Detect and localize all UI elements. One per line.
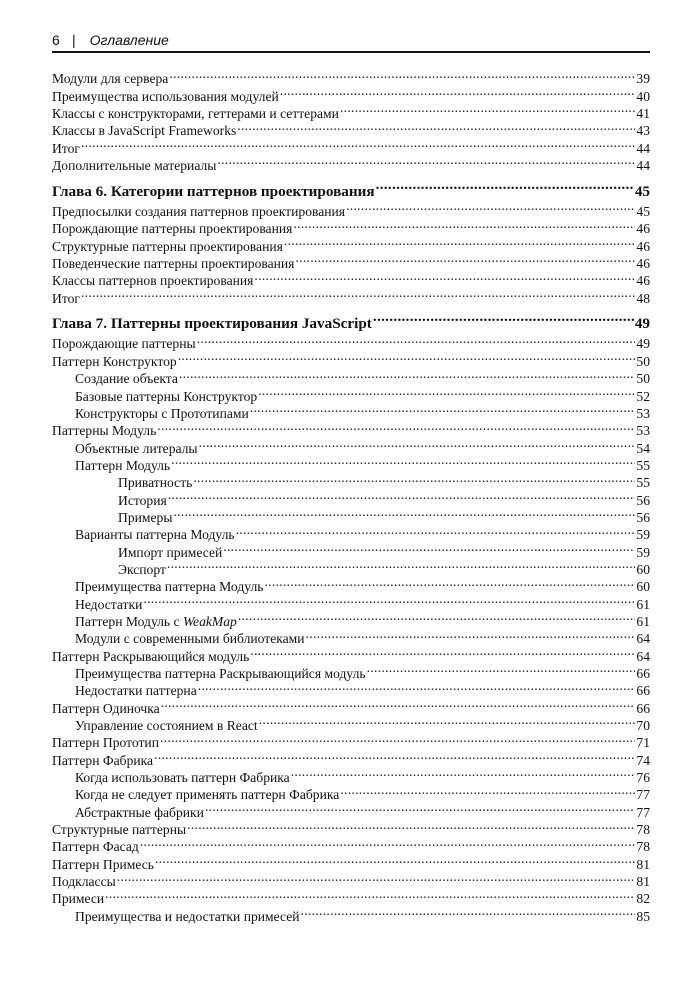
toc-entry-page-number: 45 bbox=[636, 203, 650, 219]
toc-entry-title bbox=[52, 220, 292, 237]
toc-entry-title-text: Паттерн Примесь bbox=[52, 856, 154, 872]
dot-leader bbox=[250, 401, 636, 418]
dot-leader bbox=[161, 695, 636, 712]
toc-entry-page-number: 45 bbox=[634, 182, 650, 200]
toc-entry-title bbox=[52, 353, 177, 370]
toc-entry-page-number: 64 bbox=[636, 648, 650, 664]
toc-entry-title-text: Паттерн Прототип bbox=[52, 735, 159, 751]
toc-entry-page-number: 39 bbox=[636, 71, 650, 87]
dot-leader bbox=[178, 348, 636, 365]
toc-entry-page-number: 49 bbox=[634, 315, 650, 333]
toc-entry-title-text: Паттерн Модуль bbox=[75, 457, 171, 473]
dot-leader bbox=[295, 251, 635, 268]
toc-entry-title-text: Когда использовать паттерн Фабрика bbox=[75, 770, 290, 786]
toc-entry-title-text: Преимущества и недостатки примесей bbox=[75, 908, 300, 924]
toc-entry[interactable] bbox=[52, 153, 650, 174]
toc-entry-page-number: 81 bbox=[636, 856, 650, 872]
dot-leader bbox=[237, 118, 635, 135]
toc-entry-page-number: 56 bbox=[636, 492, 650, 508]
toc-entry-page-number: 82 bbox=[636, 891, 650, 907]
toc-entry-page-number: 50 bbox=[636, 353, 650, 369]
toc-entry-title-text: Глава 6. Категории паттернов проектирования bbox=[52, 182, 375, 200]
toc-entry-title-text: Приватность bbox=[118, 475, 193, 491]
toc-entry-page-number: 53 bbox=[636, 423, 650, 439]
toc-entry-page-number: 56 bbox=[636, 509, 650, 525]
dot-leader bbox=[236, 522, 636, 539]
toc-entry-page-number: 43 bbox=[636, 123, 650, 139]
dot-leader bbox=[373, 311, 634, 328]
toc-entry-page-number: 61 bbox=[636, 613, 650, 629]
toc-entry-page-number: 59 bbox=[636, 527, 650, 543]
toc-entry-title-text: Итог bbox=[52, 290, 80, 306]
toc-entry-page-number: 78 bbox=[636, 822, 650, 838]
toc-entry-title bbox=[75, 769, 290, 786]
dot-leader bbox=[346, 199, 635, 216]
toc-entry-title-text: Недостатки паттерна bbox=[75, 683, 197, 699]
dot-leader bbox=[205, 799, 635, 816]
toc-entry-title-text: Варианты паттерна Модуль bbox=[75, 527, 235, 543]
toc-entry-title bbox=[118, 492, 167, 509]
dot-leader bbox=[155, 851, 635, 868]
dot-leader bbox=[376, 179, 634, 196]
toc-entry-title bbox=[118, 509, 172, 526]
dot-leader bbox=[117, 869, 636, 886]
toc-entry-title-text: Классы с конструкторами, геттерами и сеттерами bbox=[52, 106, 339, 122]
dot-leader bbox=[284, 233, 636, 250]
toc-entry-title bbox=[75, 596, 142, 613]
toc-entry-page-number: 55 bbox=[636, 457, 650, 473]
toc-entry-title-text: Паттерн Раскрывающийся модуль bbox=[52, 648, 250, 664]
dot-leader bbox=[280, 83, 636, 100]
toc-entry-title-text: Порождающие паттерны bbox=[52, 336, 196, 352]
dot-leader bbox=[367, 661, 636, 678]
toc-entry[interactable] bbox=[52, 834, 650, 855]
toc-entry-page-number: 55 bbox=[636, 475, 650, 491]
dot-leader bbox=[105, 886, 635, 903]
toc-entry-title bbox=[52, 70, 168, 87]
dot-leader bbox=[81, 285, 635, 302]
toc-entry-page-number: 52 bbox=[636, 388, 650, 404]
toc-entry-title bbox=[52, 890, 104, 907]
toc-entry-title-text: Порождающие паттерны проектирования bbox=[52, 221, 293, 237]
toc-entry-title bbox=[52, 752, 153, 769]
toc-entry[interactable] bbox=[52, 886, 650, 907]
toc-entry-page-number: 48 bbox=[636, 290, 650, 306]
dot-leader bbox=[264, 574, 635, 591]
toc-entry-page-number: 60 bbox=[636, 561, 650, 577]
dot-leader bbox=[168, 487, 636, 504]
toc-entry-page-number: 46 bbox=[636, 273, 650, 289]
dot-leader bbox=[259, 713, 636, 730]
toc-entry-title-text: Создание объекта bbox=[75, 371, 178, 387]
toc-entry-title bbox=[52, 157, 216, 174]
toc-entry-title bbox=[52, 335, 196, 352]
toc-entry-title bbox=[75, 370, 178, 387]
toc-entry-title-text: Подклассы bbox=[52, 874, 116, 890]
toc-entry-page-number: 70 bbox=[636, 718, 650, 734]
toc-entry-page-number: 66 bbox=[636, 666, 650, 681]
toc-entry-title-text: Когда не следует применять паттерн Фабрика bbox=[75, 787, 340, 803]
toc-entry-title bbox=[118, 561, 166, 578]
toc-entry-page-number: 77 bbox=[636, 787, 650, 803]
toc-entry-page-number: 53 bbox=[636, 405, 650, 421]
dot-leader bbox=[301, 903, 636, 920]
toc-entry-page-number: 81 bbox=[636, 874, 650, 890]
toc-entry-page-number: 66 bbox=[636, 700, 650, 716]
running-header bbox=[52, 31, 650, 53]
dot-leader bbox=[154, 747, 635, 764]
toc-entry-page-number: 74 bbox=[636, 752, 650, 768]
dot-leader bbox=[223, 539, 635, 556]
toc-entry-page-number: 44 bbox=[636, 158, 650, 174]
dot-leader bbox=[160, 730, 635, 747]
toc-entry-title bbox=[52, 290, 80, 307]
header-separator: | bbox=[72, 32, 76, 48]
toc-entry[interactable] bbox=[52, 869, 650, 890]
toc-entry[interactable] bbox=[52, 903, 650, 924]
toc-entry-title-text: Недостатки bbox=[75, 596, 143, 612]
toc-entry-title-text: Примеси bbox=[52, 891, 105, 907]
toc-entry-title-text: Абстрактные фабрики bbox=[75, 804, 204, 820]
dot-leader bbox=[167, 557, 636, 574]
dot-leader bbox=[197, 331, 636, 348]
toc-entry-page-number: 78 bbox=[636, 839, 650, 855]
toc-entry-page-number: 50 bbox=[636, 371, 650, 387]
toc-entry-page-number: 66 bbox=[636, 683, 650, 699]
toc-entry-title-text: Управление состоянием в React bbox=[75, 718, 258, 734]
toc-entry-title-text: Преимущества паттерна Раскрывающийся модуль bbox=[75, 666, 366, 681]
dot-leader bbox=[171, 453, 635, 470]
toc-entry-title-text: Паттерн Модуль с bbox=[75, 613, 183, 629]
toc-entry[interactable] bbox=[52, 851, 650, 872]
dot-leader bbox=[340, 782, 635, 799]
toc-entry-title-text: Предпосылки создания паттернов проектирования bbox=[52, 203, 346, 219]
toc-entry-title-text: Экспорт bbox=[118, 561, 166, 577]
dot-leader bbox=[250, 643, 635, 660]
dot-leader bbox=[193, 470, 635, 487]
toc-entry-title bbox=[75, 908, 300, 925]
toc-entry-title bbox=[52, 422, 156, 439]
toc-entry-title bbox=[75, 804, 204, 821]
dot-leader bbox=[340, 101, 635, 118]
toc-entry-title-text: История bbox=[118, 492, 167, 508]
toc-entry-title-italic: WeakMap bbox=[182, 613, 237, 629]
toc-entry-page-number: 60 bbox=[636, 579, 650, 595]
toc-entry-page-number: 76 bbox=[636, 770, 650, 786]
toc-entry-title-text: Модули для сервера bbox=[52, 71, 169, 87]
dot-leader bbox=[293, 216, 635, 233]
dot-leader bbox=[157, 418, 635, 435]
toc-entry-title-text: Конструкторы с Прототипами bbox=[75, 405, 249, 421]
toc-entry-title bbox=[52, 88, 279, 105]
toc-entry-page-number: 49 bbox=[636, 336, 650, 352]
dot-leader bbox=[179, 366, 635, 383]
dot-leader bbox=[169, 66, 635, 83]
toc-entry[interactable] bbox=[52, 285, 650, 306]
toc-entry-title bbox=[52, 182, 375, 202]
toc-entry[interactable] bbox=[52, 66, 650, 87]
toc-entry-page-number: 40 bbox=[636, 88, 650, 104]
toc-entry-title-text: Поведенческие паттерны проектирования bbox=[52, 255, 295, 271]
toc-entry-title-text: Паттерн Фабрика bbox=[52, 752, 154, 768]
toc-entry-page-number: 71 bbox=[636, 735, 650, 751]
toc-entry-title-text: Классы в JavaScript Frameworks bbox=[52, 123, 237, 139]
dot-leader bbox=[140, 834, 636, 851]
toc-entry-title-text: Объектные литералы bbox=[75, 440, 198, 456]
header-title: Оглавление bbox=[89, 32, 169, 48]
toc-entry-title-text: Паттерн Фасад bbox=[52, 839, 139, 855]
toc-entry-title bbox=[52, 734, 159, 751]
toc-entry-title-text: Итог bbox=[52, 140, 80, 156]
dot-leader bbox=[173, 505, 635, 522]
toc-entry-title bbox=[52, 838, 139, 855]
toc-entry-title-text: Преимущества использования модулей bbox=[52, 88, 279, 104]
toc-entry-page-number: 41 bbox=[636, 106, 650, 122]
toc-entry-page-number: 64 bbox=[636, 631, 650, 647]
toc-entry-title bbox=[75, 388, 257, 405]
toc-entry[interactable] bbox=[52, 135, 650, 156]
toc-chapter[interactable] bbox=[52, 311, 650, 331]
toc-entry-page-number: 77 bbox=[636, 804, 650, 820]
toc-entry-page-number: 44 bbox=[636, 140, 650, 156]
toc-entry-title-text: Глава 7. Паттерны проектирования JavaScript bbox=[52, 315, 372, 333]
dot-leader bbox=[81, 135, 635, 152]
toc-entry-title bbox=[52, 648, 249, 665]
table-of-contents bbox=[52, 66, 650, 924]
dot-leader bbox=[258, 383, 635, 400]
toc-entry-title-text: Дополнительные материалы bbox=[52, 158, 217, 174]
toc-entry-title bbox=[75, 526, 235, 543]
toc-entry-page-number: 46 bbox=[636, 221, 650, 237]
dot-leader bbox=[254, 268, 635, 285]
toc-entry-title bbox=[75, 457, 170, 474]
toc-entry-title-text: Структурные паттерны проектирования bbox=[52, 238, 283, 254]
toc-entry-title-text: Паттерны Модуль bbox=[52, 423, 157, 439]
toc-entry-page-number: 61 bbox=[636, 596, 650, 612]
toc-entry-title-text: Примеры bbox=[118, 509, 173, 525]
toc-entry-title-text: Паттерн Одиночка bbox=[52, 700, 160, 716]
dot-leader bbox=[291, 765, 636, 782]
toc-entry-title-text: Модули с современными библиотеками bbox=[75, 631, 305, 647]
toc-chapter[interactable] bbox=[52, 179, 650, 199]
page-number: 6 bbox=[52, 32, 60, 48]
toc-entry-page-number: 59 bbox=[636, 544, 650, 560]
toc-entry-title bbox=[75, 613, 237, 630]
toc-entry-page-number: 85 bbox=[636, 908, 650, 924]
toc-entry-title-text: Импорт примесей bbox=[118, 544, 223, 560]
toc-entry-page-number: 46 bbox=[636, 238, 650, 254]
dot-leader bbox=[217, 153, 635, 170]
toc-entry-page-number: 46 bbox=[636, 255, 650, 271]
toc-entry-title-text: Структурные паттерны bbox=[52, 822, 187, 838]
toc-entry-title bbox=[52, 140, 80, 157]
toc-entry-title-text: Классы паттернов проектирования bbox=[52, 273, 254, 289]
toc-entry-page-number: 54 bbox=[636, 440, 650, 456]
toc-entry-title bbox=[52, 700, 160, 717]
dot-leader bbox=[198, 678, 636, 695]
toc-entry-title-text: Преимущества паттерна Модуль bbox=[75, 579, 264, 595]
dot-leader bbox=[199, 435, 636, 452]
dot-leader bbox=[143, 591, 635, 608]
toc-entry-title-text: Паттерн Конструктор bbox=[52, 353, 177, 369]
dot-leader bbox=[306, 626, 636, 643]
toc-entry-title bbox=[52, 238, 283, 255]
dot-leader bbox=[238, 609, 636, 626]
toc-entry-title-text: Базовые паттерны Конструктор bbox=[75, 388, 258, 404]
dot-leader bbox=[187, 817, 635, 834]
